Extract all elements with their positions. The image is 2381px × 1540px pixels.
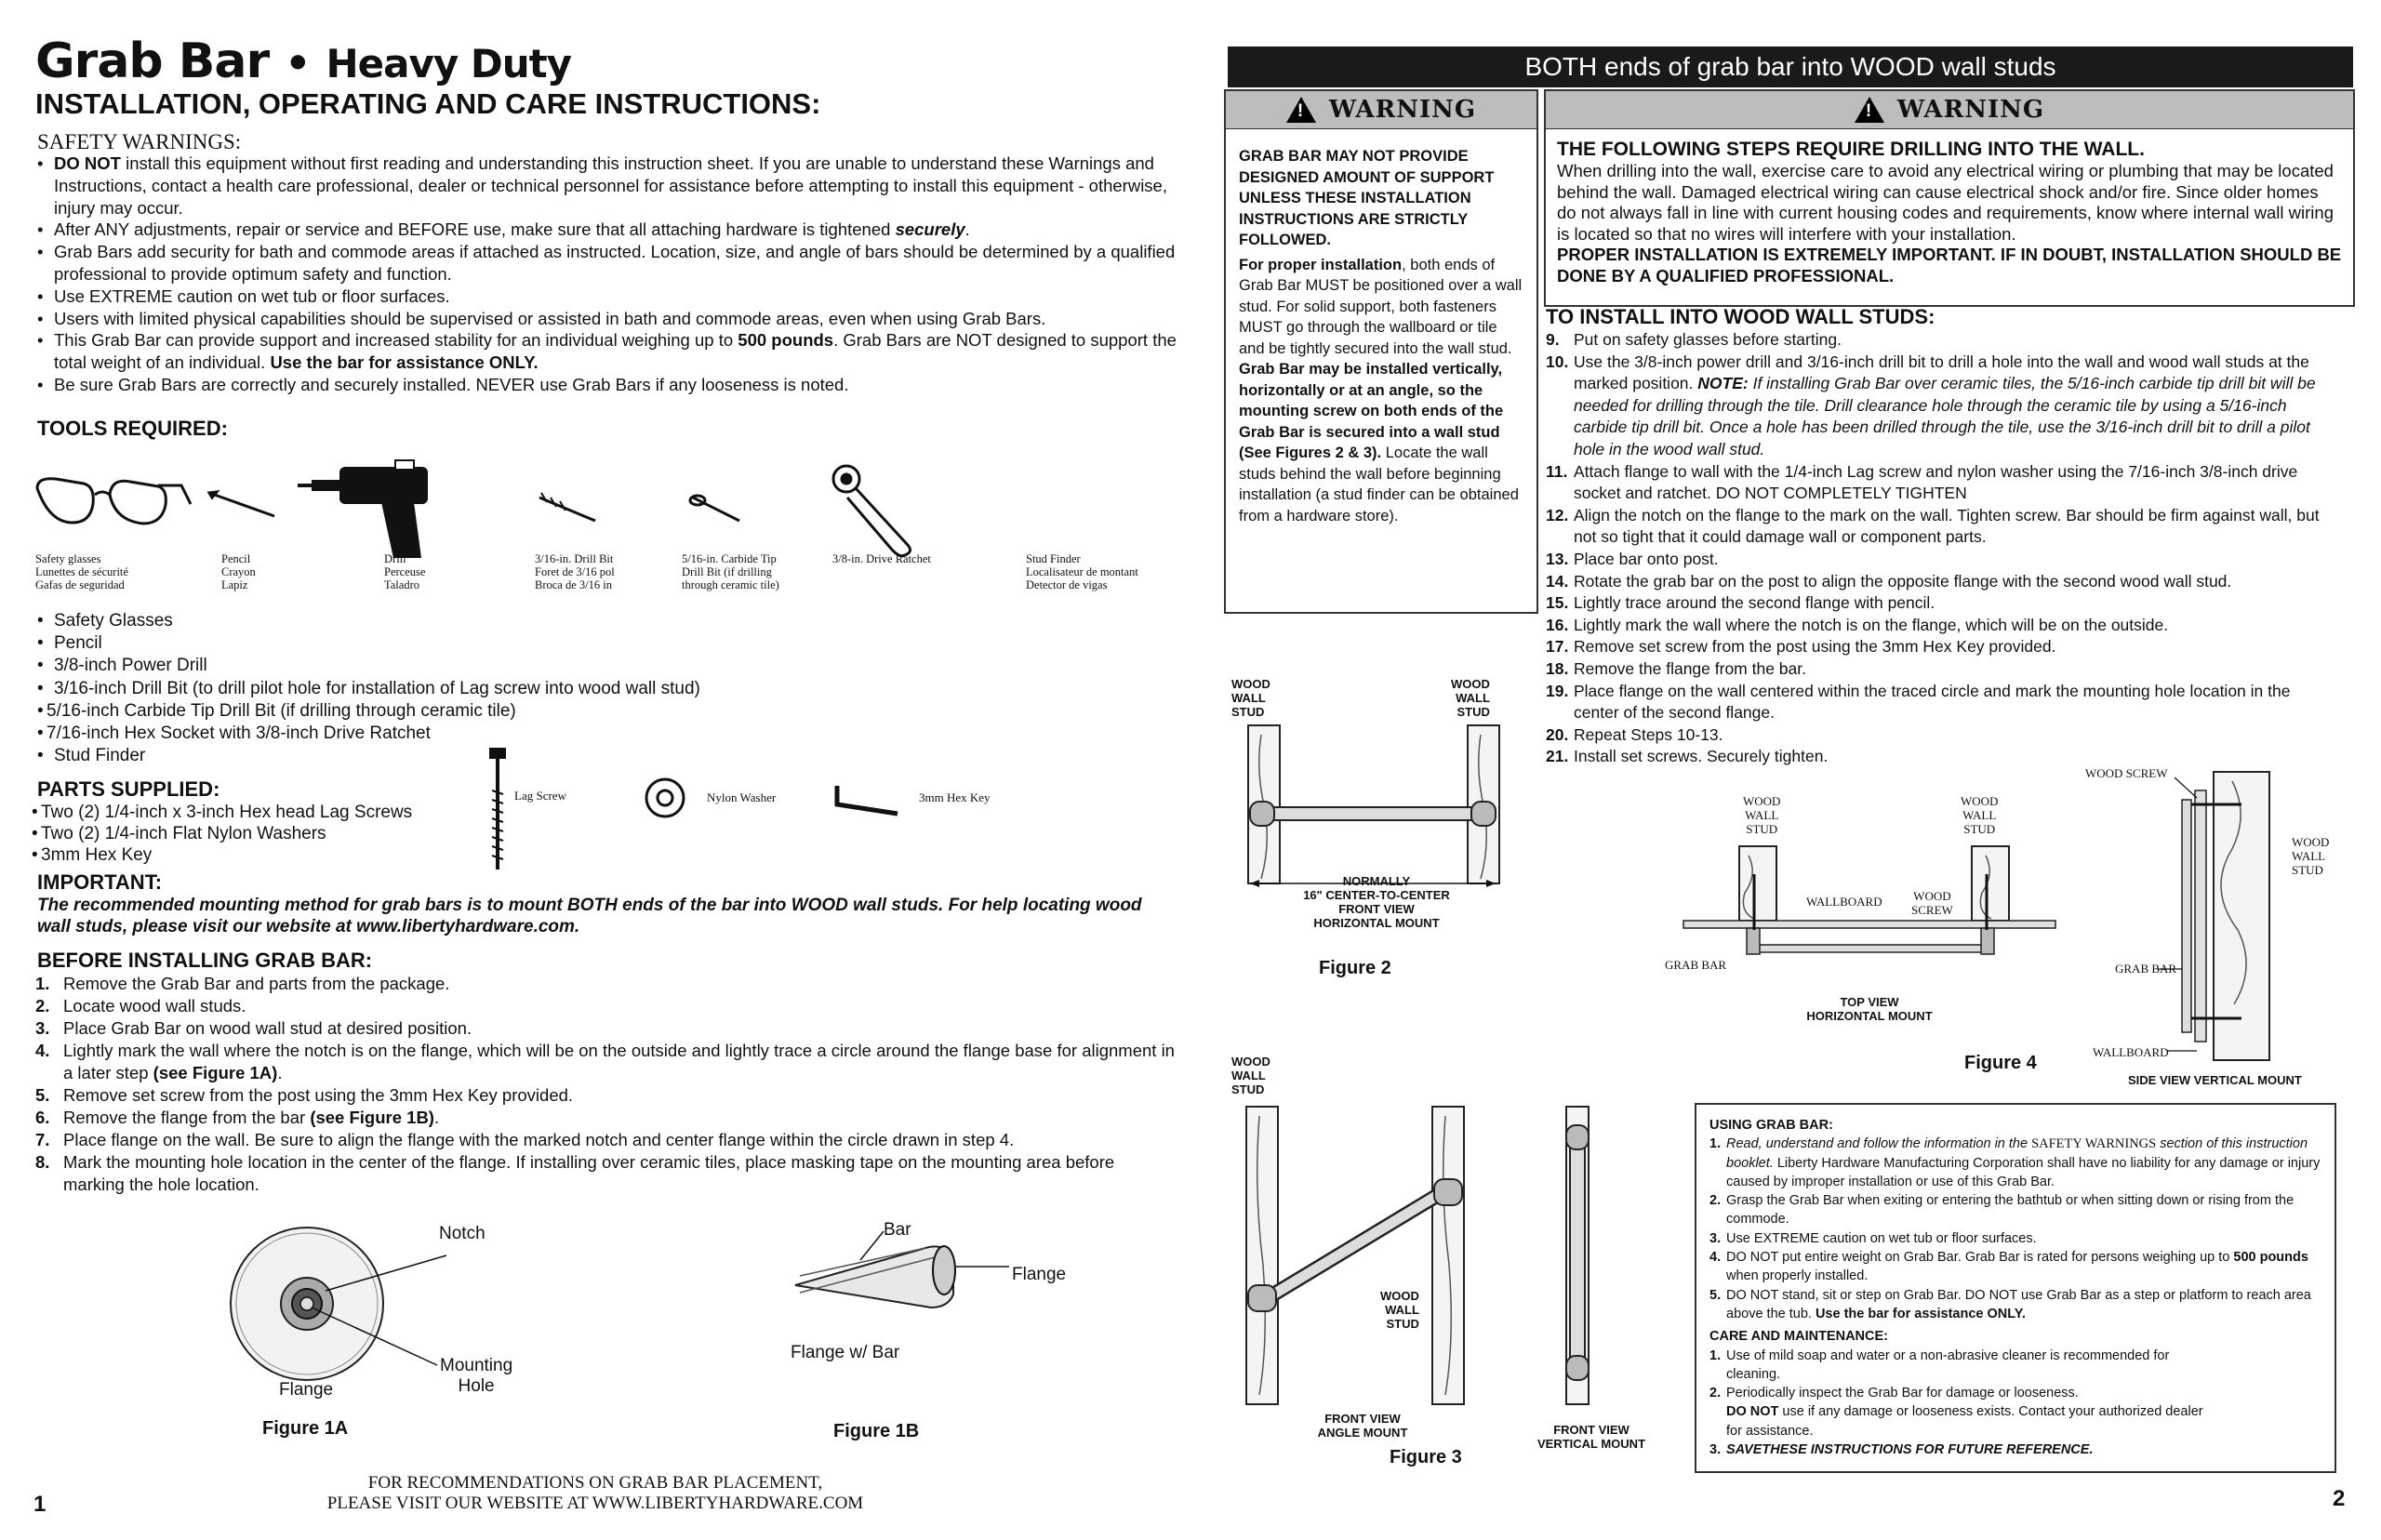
fig2-stud-label-right: WOOD WALL STUD — [1451, 677, 1490, 719]
drill-bit-icon — [539, 493, 595, 521]
fig3-stud-label-mid: WOOD WALL STUD — [1380, 1289, 1419, 1331]
safety-item: • This Grab Bar can provide support and increased stability for an individual weighing up to 500 pounds. Grab Bars are NOT designed to support the total weight of an individual. Use the bar for assistance ONLY. — [35, 329, 1179, 374]
install-step: 12. Align the notch on the flange to the mark on the wall. Tighten screw. Bar should be firm against wall, but not so tight that it could damage wall or component parts. — [1546, 505, 2320, 547]
warning-box-1 — [1224, 89, 1538, 614]
parts-illustration — [479, 744, 1000, 874]
important-text: The recommended mounting method for grab bars is to mount BOTH ends of the bar into WOOD wall studs. For help locating wood wall studs, please visit our website at www.libertyhardware.com. — [37, 896, 1142, 936]
safety-item: • Use EXTREME caution on wet tub or floor surfaces. — [35, 285, 1179, 308]
warn1-bold: GRAB BAR MAY NOT PROVIDE DESIGNED AMOUNT OF SUPPORT UNLESS THESE INSTALLATION INSTRUCTIONS ARE STRICTLY FOLLOWED. — [1239, 148, 1495, 248]
parts-item: • Two (2) 1/4-inch Flat Nylon Washers — [30, 823, 495, 844]
hex-key-icon — [837, 786, 898, 814]
tools-item: • 3/16-inch Drill Bit (to drill pilot hole for installation of Lag screw into wood wall stud) — [35, 678, 965, 700]
safety-item: • Grab Bars add security for bath and commode areas if attached as instructed. Location, size, and angle of bars should be determined by a qualified professional to provide optimum safety and function. — [35, 241, 1179, 285]
parts-heading: PARTS SUPPLIED: — [37, 777, 220, 801]
fig1b-flange-label: Flange — [1012, 1265, 1067, 1284]
fig4-stud-label-a: WOOD WALL STUD — [1743, 794, 1781, 836]
doc-subtitle: INSTALLATION, OPERATING AND CARE INSTRUCTIONS: — [35, 87, 821, 120]
fig4-grab-bar-label-side: GRAB BAR — [2115, 962, 2177, 976]
using-step: 2. Grasp the Grab Bar when exiting or entering the bathtub or when sitting down or rising from the commode. — [1709, 1193, 2295, 1228]
install-steps — [1546, 329, 2338, 768]
fig2-normally-label: NORMALLY 16" CENTER-TO-CENTER FRONT VIEW HORIZONTAL MOUNT — [1303, 874, 1450, 930]
using-box — [1695, 1103, 2336, 1473]
right-banner — [1228, 46, 2353, 87]
right-page-number: 2 — [2333, 1486, 2346, 1511]
safety-item: • DO NOT install this equipment without first reading and understanding this instruction sheet. If you are unable to understand these Warnings and Instructions, contact a health care professional, dealer or technical personnel for assistance before attempting to install this equipment - otherwise, injury may occur. — [35, 153, 1179, 219]
parts-item: • 3mm Hex Key — [30, 844, 495, 866]
warning-triangle-icon: ! — [1286, 97, 1316, 123]
pencil-icon — [209, 492, 274, 516]
nylon-washer-icon — [646, 779, 684, 816]
tool-label-drill: Drill Perceuse Taladro — [384, 552, 426, 591]
tool-label-pencil: Pencil Crayon Lapiz — [221, 552, 256, 591]
tools-item: • 3/8-inch Power Drill — [35, 655, 965, 677]
install-step: 13. Place bar onto post. — [1546, 549, 1719, 568]
figure-1a-caption: Figure 1A — [262, 1418, 349, 1439]
banner-text: BOTH ends of grab bar into WOOD wall studs — [1524, 52, 2056, 81]
title-main: Grab Bar — [35, 33, 270, 89]
fig4-side-view-label: SIDE VIEW VERTICAL MOUNT — [2128, 1073, 2302, 1087]
install-step: 17. Remove set screw from the post using the 3mm Hex Key provided. — [1546, 637, 2056, 657]
before-step: 5. Remove set screw from the post using the 3mm Hex Key provided. — [35, 1085, 574, 1105]
warning-box-2 — [1544, 89, 2355, 307]
parts-item: • Two (2) 1/4-inch x 3-inch Hex head Lag Screws — [30, 802, 495, 823]
fig4-wood-screw-label: WOOD SCREW — [2085, 766, 2168, 780]
tools-item: • 5/16-inch Carbide Tip Drill Bit (if drilling through ceramic tile) — [35, 700, 965, 723]
fig4-grab-bar-label-top: GRAB BAR — [1665, 958, 1727, 972]
fig4-top-view-label: TOP VIEW HORIZONTAL MOUNT — [1806, 995, 1933, 1023]
install-step: 19. Place flange on the wall centered within the traced circle and mark the mounting hole location in the center of the second flange. — [1546, 681, 2291, 723]
using-step: 3. Use EXTREME caution on wet tub or floor surfaces. — [1709, 1230, 2037, 1246]
before-step: 1. Remove the Grab Bar and parts from the package. — [35, 974, 450, 993]
left-footer: FOR RECOMMENDATIONS ON GRAB BAR PLACEMENT, PLEASE VISIT OUR WEBSITE AT WWW.LIBERTYHARDWARE.COM — [326, 1473, 864, 1513]
before-step: 8. Mark the mounting hole location in the center of the flange. If installing over ceramic tiles, place masking tape on the mounting area before marking the hole location. — [35, 1152, 1115, 1194]
fig2-stud-label-left: WOOD WALL STUD — [1231, 677, 1270, 719]
tools-item: • Stud Finder — [35, 745, 965, 767]
using-steps — [1709, 1135, 2321, 1323]
tool-label-drill-bit: 3/16-in. Drill Bit Foret de 3/16 pol Broca de 3/16 in — [535, 552, 615, 591]
care-steps — [1709, 1347, 2321, 1460]
using-step: 4. DO NOT put entire weight on Grab Bar. Grab Bar is rated for persons weighing up to 500 pounds when properly installed. — [1709, 1250, 2308, 1284]
fig4-wood-screw-small-label: WOOD SCREW — [1911, 889, 1953, 917]
tool-label-ratchet: 3/8-in. Drive Ratchet — [832, 552, 931, 565]
fig1a-flange-label: Flange — [279, 1380, 334, 1400]
warn1-para2: Grab Bar may be installed vertically, horizontally or at an angle, so the mounting screw on both ends of the Grab Bar is secured into a wall stud (See Figures 2 & 3). Locate the wall studs behind the wall before beginning installation (a stud finder can be obtained from a hardware store). — [1239, 361, 1519, 524]
title-bullet: • — [285, 40, 311, 87]
before-step: 6. Remove the flange from the bar (see Figure 1B). — [35, 1108, 440, 1127]
fig3-angle-label: FRONT VIEW ANGLE MOUNT — [1317, 1412, 1408, 1440]
before-step: 3. Place Grab Bar on wood wall stud at desired position. — [35, 1018, 472, 1038]
tool-label-glasses: Safety glasses Lunettes de sécurité Gafas de seguridad — [35, 552, 128, 591]
fig1b-bar-label: Bar — [884, 1220, 911, 1240]
fig3-vertical-label: FRONT VIEW VERTICAL MOUNT — [1536, 1423, 1646, 1451]
install-step: 18. Remove the flange from the bar. — [1546, 658, 1806, 678]
safety-item: • Be sure Grab Bars are correctly and securely installed. NEVER use Grab Bars if any looseness is noted. — [35, 374, 1179, 396]
important-heading: IMPORTANT: — [37, 870, 163, 894]
safety-heading: SAFETY WARNINGS: — [37, 130, 242, 153]
before-heading: BEFORE INSTALLING GRAB BAR: — [37, 949, 373, 972]
doc-title — [35, 33, 571, 89]
part-label-hex-key: 3mm Hex Key — [919, 790, 991, 804]
figure-1b-caption: Figure 1B — [833, 1421, 920, 1441]
tools-illustration — [28, 446, 1200, 558]
fig4-stud-label-right: WOOD WALL STUD — [2292, 835, 2330, 877]
figure-3-caption: Figure 3 — [1390, 1447, 1462, 1467]
install-heading: TO INSTALL INTO WOOD WALL STUDS: — [1546, 305, 1935, 328]
carbide-bit-icon — [690, 496, 739, 521]
tool-label-carbide: 5/16-in. Carbide Tip Drill Bit (if drilling through ceramic tile) — [682, 552, 779, 591]
title-sub: Heavy Duty — [326, 41, 572, 86]
warn1-para: For proper installation, both ends of Grab Bar MUST be positioned over a wall stud. For solid support, both fasteners MUST go through the wallboard or tile and be tightly secured into the wall stud. — [1239, 256, 1523, 357]
fig4-wallboard-label-side: WALLBOARD — [2093, 1045, 2169, 1059]
install-step: 14. Rotate the grab bar on the post to align the opposite flange with the second wood wall stud. — [1546, 571, 2232, 591]
warning-header-2: ! WARNING — [1546, 91, 2353, 129]
parts-list — [30, 802, 495, 866]
part-label-lag-screw: Lag Screw — [514, 789, 566, 803]
safety-list — [35, 153, 1179, 396]
before-step: 4. Lightly mark the wall where the notch is on the flange, which will be on the outside and lightly trace a circle around the flange base for alignment in a later step (see Figure 1A). — [35, 1041, 1175, 1082]
install-step: 20. Repeat Steps 10-13. — [1546, 724, 1723, 744]
using-step: 1. Read, understand and follow the information in the SAFETY WARNINGS section of this instruction booklet. Liberty Hardware Manufacturing Corporation shall have no liability for any damage or injury caused by improper installation or use of this Grab Bar. — [1709, 1136, 2321, 1189]
lag-screw-icon — [490, 749, 505, 870]
tools-item: • Safety Glasses — [35, 610, 965, 632]
install-step: 11. Attach flange to wall with the 1/4-inch Lag screw and nylon washer using the 7/16-inch 3/8-inch drive socket and ratchet. DO NOT COMPLETELY TIGHTEN — [1546, 461, 2298, 503]
safety-glasses-icon — [37, 479, 191, 524]
safety-item: • Users with limited physical capabilities should be supervised or assisted in bath and commode areas, even when using Grab Bars. — [35, 308, 1179, 330]
install-step: 10. Use the 3/8-inch power drill and 3/16-inch drill bit to drill a hole into the wall and wood wall studs at the marked position. NOTE: If installing Grab Bar over ceramic tiles, the 5/16-inch carbide tip drill bit will be needed for drilling through the tile. Drill clearance hole through the ceramic tile by using a 5/16-inch carbide tip drill bit. Once a hole has been drilled through the tile, use the 3/16-inch drill bit to drill a pilot hole in the wood wall stud. — [1546, 352, 2316, 458]
warn2-bold: PROPER INSTALLATION IS EXTREMELY IMPORTANT. IF IN DOUBT, INSTALLATION SHOULD BE DONE BY A QUALIFIED PROFESSIONAL. — [1557, 245, 2342, 285]
fig4-stud-label-b: WOOD WALL STUD — [1961, 794, 1999, 836]
install-step: 16. Lightly mark the wall where the notch is on the flange, which will be on the outside. — [1546, 615, 2169, 634]
tools-item: • Pencil — [35, 632, 965, 655]
figure-3-drawing — [1228, 1097, 1637, 1414]
tools-item: • 7/16-inch Hex Socket with 3/8-inch Drive Ratchet — [35, 723, 965, 745]
warning-header-1: ! WARNING — [1226, 91, 1536, 129]
figure-4-caption: Figure 4 — [1964, 1053, 2037, 1073]
fig1a-mounting-label: Mounting Hole — [440, 1356, 513, 1396]
warn2-text: When drilling into the wall, exercise care to avoid any electrical wiring or plumbing that may be located behind the wall. Damaged electrical wiring can cause electrical shock and/or fire. Since older homes do not always fall in line with current housing codes and requirements, know where internal wall wiring is located so that no wires will interfere with your installation. — [1557, 161, 2334, 244]
safety-item: • After ANY adjustments, repair or service and BEFORE use, make sure that all attaching hardware is tightened securely. — [35, 219, 1179, 241]
part-label-washer: Nylon Washer — [707, 790, 777, 804]
before-steps — [35, 973, 1175, 1196]
drill-icon — [298, 460, 428, 558]
fig1a-notch-label: Notch — [439, 1224, 486, 1243]
fig4-wallboard-label: WALLBOARD — [1806, 895, 1882, 909]
before-step: 2. Locate wood wall studs. — [35, 996, 246, 1016]
install-step: 9. Put on safety glasses before starting. — [1546, 330, 1842, 349]
tools-heading: TOOLS REQUIRED: — [37, 417, 228, 440]
before-step: 7. Place flange on the wall. Be sure to align the flange with the marked notch and center flange within the circle drawn in step 4. — [35, 1130, 1015, 1149]
left-page-number: 1 — [33, 1492, 47, 1517]
figure-2-caption: Figure 2 — [1319, 958, 1391, 978]
tool-label-stud-finder: Stud Finder Localisateur de montant Detector de vigas — [1026, 552, 1138, 591]
care-step: 2. Periodically inspect the Grab Bar for damage or looseness. DO NOT use if any damage or looseness exists. Contact your authorized dealer for assistance. — [1709, 1386, 2203, 1439]
install-step: 15. Lightly trace around the second flange with pencil. — [1546, 593, 1935, 613]
ratchet-icon — [833, 466, 911, 556]
using-step: 5. DO NOT stand, sit or step on Grab Bar. DO NOT use Grab Bar as a step or platform to reach area above the tub. Use the bar for assistance ONLY. — [1709, 1287, 2311, 1321]
warn2-heading: THE FOLLOWING STEPS REQUIRE DRILLING INTO THE WALL. — [1557, 139, 2145, 160]
fig1b-flange-w-bar-label: Flange w/ Bar — [791, 1343, 900, 1362]
using-heading: USING GRAB BAR: — [1709, 1118, 1833, 1133]
install-step: 21. Install set screws. Securely tighten. — [1546, 747, 1829, 766]
care-step: 1. Use of mild soap and water or a non-abrasive cleaner is recommended for cleaning. — [1709, 1348, 2170, 1382]
warning-triangle-icon: ! — [1855, 97, 1884, 123]
care-heading: CARE AND MAINTENANCE: — [1709, 1329, 1888, 1345]
care-step: 3. SAVETHESE INSTRUCTIONS FOR FUTURE REFERENCE. — [1709, 1442, 2094, 1458]
fig3-stud-label-top: WOOD WALL STUD — [1231, 1055, 1270, 1096]
